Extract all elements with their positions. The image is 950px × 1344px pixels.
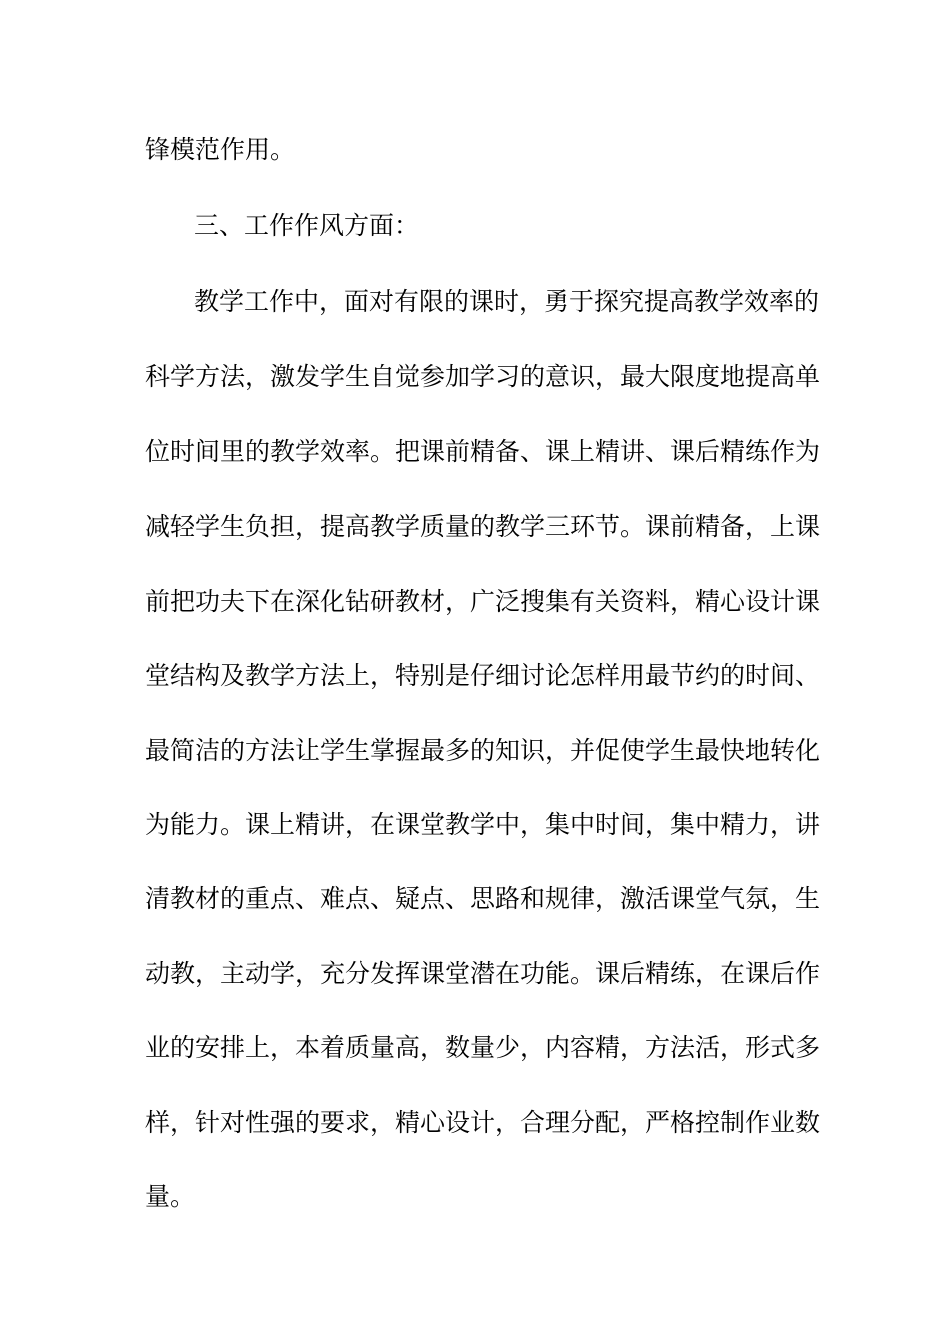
text-line-3: 教学工作中，面对有限的课时，勇于探究提高教学效率的 xyxy=(194,287,820,316)
text-line-15: 量。 xyxy=(145,1182,196,1211)
text-line-1: 锋模范作用。 xyxy=(145,135,296,164)
text-line-10: 为能力。课上精讲，在课堂教学中，集中时间，集中精力，讲 xyxy=(145,810,821,839)
text-line-7: 前把功夫下在深化钻研教材，广泛搜集有关资料，精心设计课 xyxy=(145,587,821,616)
text-line-14: 样，针对性强的要求，精心设计，合理分配，严格控制作业数 xyxy=(145,1108,821,1137)
text-line-12: 动教，主动学，充分发挥课堂潜在功能。课后精练，在课后作 xyxy=(145,959,821,988)
text-line-4: 科学方法，激发学生自觉参加学习的意识，最大限度地提高单 xyxy=(145,362,821,391)
text-line-9: 最简洁的方法让学生掌握最多的知识，并促使学生最快地转化 xyxy=(145,736,821,765)
section-heading: 三、工作作风方面： xyxy=(194,211,420,240)
text-line-8: 堂结构及教学方法上，特别是仔细讨论怎样用最节约的时间、 xyxy=(145,661,821,690)
text-line-13: 业的安排上，本着质量高，数量少，内容精，方法活，形式多 xyxy=(145,1033,821,1062)
text-line-11: 清教材的重点、难点、疑点、思路和规律，激活课堂气氛，生 xyxy=(145,884,821,913)
text-line-6: 减轻学生负担，提高教学质量的教学三环节。课前精备，上课 xyxy=(145,512,821,541)
text-line-5: 位时间里的教学效率。把课前精备、课上精讲、课后精练作为 xyxy=(145,437,821,466)
